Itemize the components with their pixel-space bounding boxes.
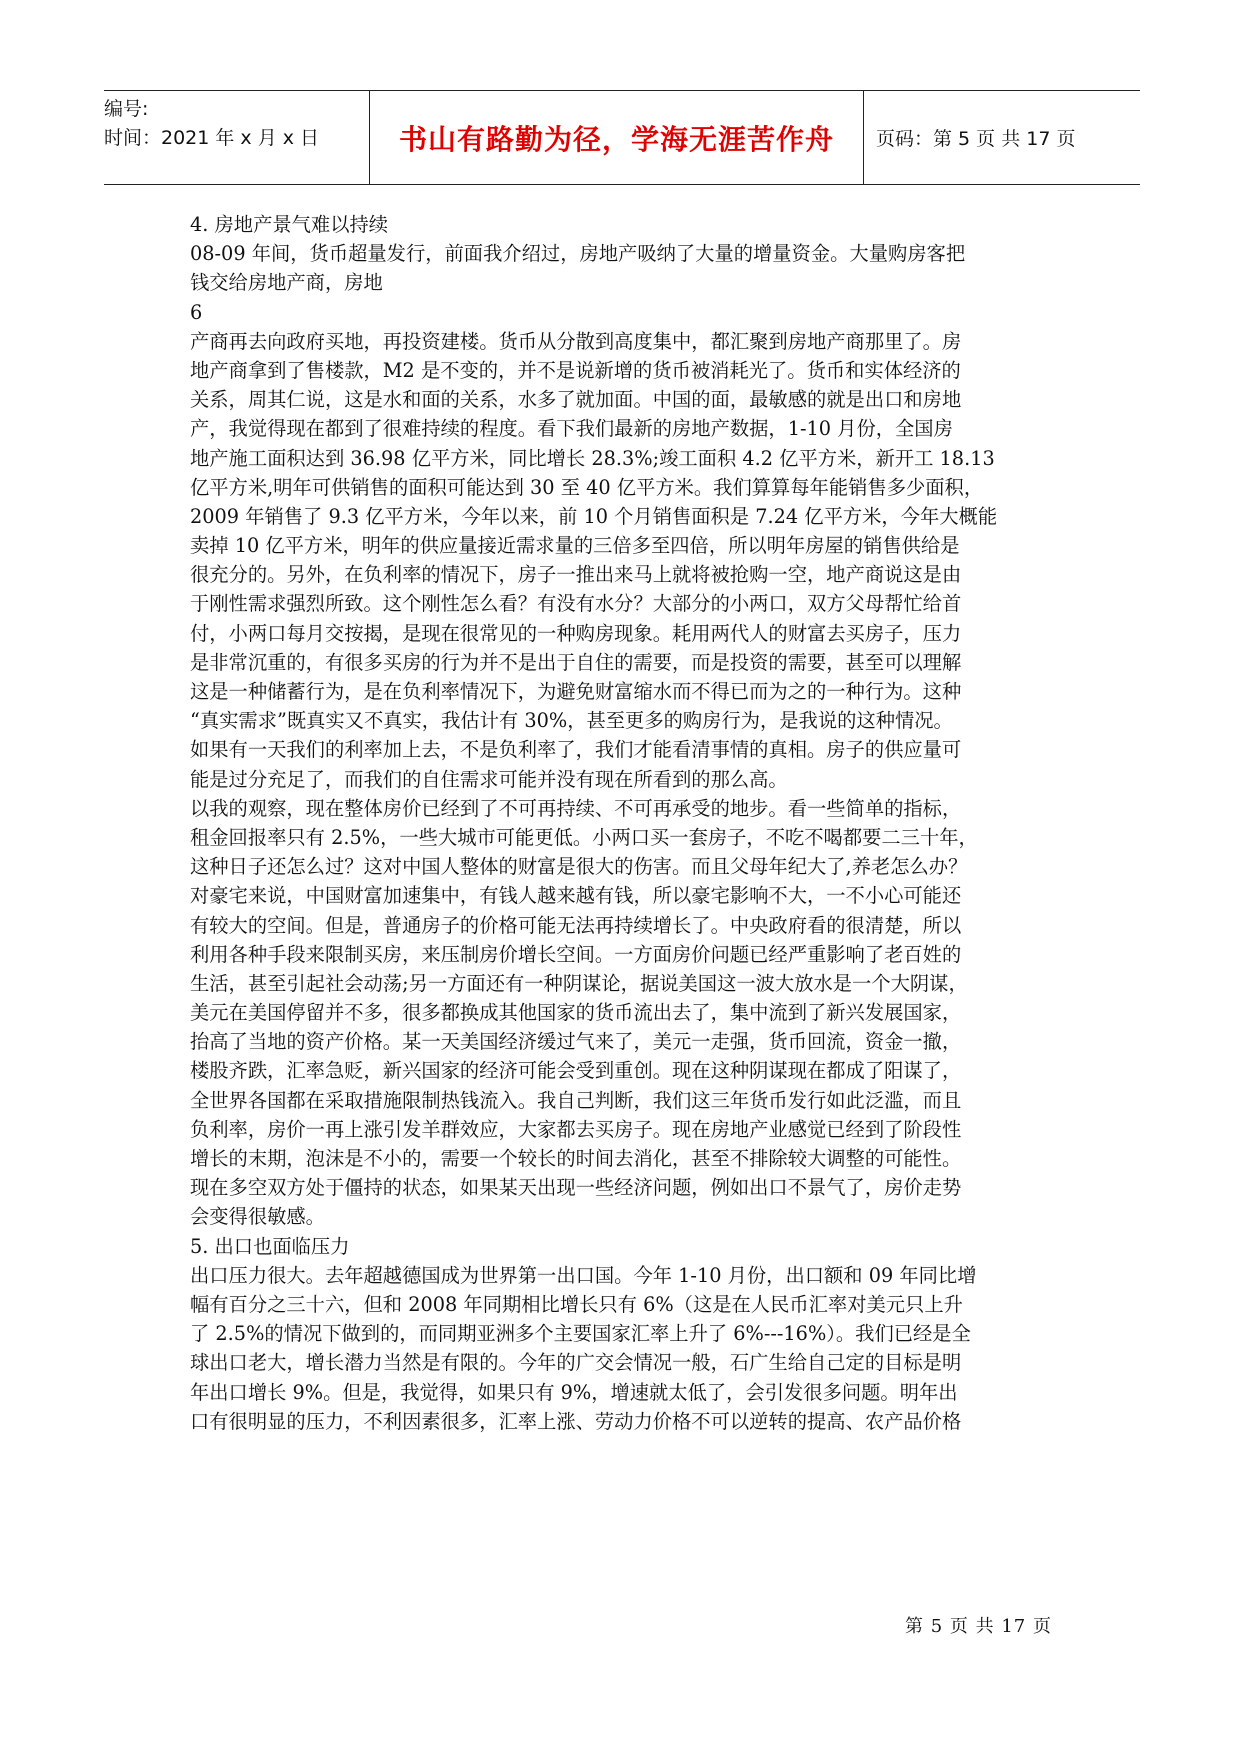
body-text-line: 于刚性需求强烈所致。这个刚性怎么看？有没有水分？大部分的小两口，双方父母帮忙给首: [190, 592, 962, 616]
body-text-line: 亿平方米,明年可供销售的面积可能达到 30 至 40 亿平方米。我们算算每年能销售多少面积，: [190, 475, 984, 499]
body-text-line: 增长的末期，泡沫是不小的，需要一个较长的时间去消化，甚至不排除较大调整的可能性。: [190, 1147, 962, 1170]
body-text-line: 出口压力很大。去年超越德国成为世界第一出口国。今年 1-10 月份，出口额和 09 年同比增: [190, 1263, 977, 1287]
body-text-line: 楼股齐跌，汇率急贬，新兴国家的经济可能会受到重创。现在这种阴谋现在都成了阳谋了，: [190, 1059, 962, 1083]
page-header: [104, 90, 1140, 185]
body-text-line: 2009 年销售了 9.3 亿平方米，今年以来，前 10 个月销售面积是 7.24 亿平方米，今年大概能: [190, 504, 998, 528]
header-center-cell: [370, 91, 864, 184]
body-text-line: 会变得很敏感。: [190, 1205, 325, 1229]
body-text-line: 以我的观察，现在整体房价已经到了不可再持续、不可再承受的地步。看一些简单的指标，: [190, 796, 962, 820]
body-text-line: “真实需求”既真实又不真实，我估计有 30%，甚至更多的购房行为，是我说的这种情况。: [190, 709, 953, 733]
body-text-line: 4. 房地产景气难以持续: [190, 213, 389, 236]
body-text-line: 利用各种手段来限制买房，来压制房价增长空间。一方面房价问题已经严重影响了老百姓的: [190, 942, 962, 966]
body-text-line: 负利率，房价一再上涨引发羊群效应，大家都去买房子。现在房地产业感觉已经到了阶段性: [190, 1117, 962, 1141]
body-text-line: 5. 出口也面临压力: [190, 1234, 350, 1258]
body-text-line: 地产施工面积达到 36.98 亿平方米，同比增长 28.3%;竣工面积 4.2 亿平方米，新开工 18.13: [190, 446, 995, 470]
body-text-line: 产，我觉得现在都到了很难持续的程度。看下我们最新的房地产数据，1-10 月份，全国房: [190, 417, 953, 441]
body-text-line: 08-09 年间，货币超量发行，前面我介绍过，房地产吸纳了大量的增量资金。大量购房客把: [190, 242, 966, 266]
body-text-line: 这是一种储蓄行为，是在负利率情况下，为避免财富缩水而不得已而为之的一种行为。这种: [190, 680, 962, 703]
body-text-line: 对豪宅来说，中国财富加速集中，有钱人越来越有钱，所以豪宅影响不大，一不小心可能还: [190, 884, 962, 908]
body-text-line: 付，小两口每月交按揭，是现在很常见的一种购房现象。耗用两代人的财富去买房子，压力: [190, 621, 962, 645]
header-page-code: 页码：第 5 页 共 17 页: [876, 128, 1076, 150]
body-text-line: 有较大的空间。但是，普通房子的价格可能无法再持续增长了。中央政府看的很清楚，所以: [190, 913, 962, 937]
document-time-label: 时间：2021 年 x 月 x 日: [104, 127, 320, 149]
body-text-line: 口有很明显的压力，不利因素很多，汇率上涨、劳动力价格不可以逆转的提高、农产品价格: [190, 1409, 962, 1433]
body-text-line: 很充分的。另外，在负利率的情况下，房子一推出来马上就将被抢购一空，地产商说这是由: [190, 563, 962, 587]
document-number-label: 编号:: [104, 98, 149, 120]
body-text-line: 如果有一天我们的利率加上去，不是负利率了，我们才能看清事情的真相。房子的供应量可: [190, 738, 962, 762]
body-text-line: 关系，周其仁说，这是水和面的关系，水多了就加面。中国的面，最敏感的就是出口和房地: [190, 388, 962, 412]
body-text-line: 全世界各国都在采取措施限制热钱流入。我自己判断，我们这三年货币发行如此泛滥，而且: [190, 1088, 962, 1112]
body-text-line: 现在多空双方处于僵持的状态，如果某天出现一些经济问题，例如出口不景气了，房价走势: [190, 1176, 962, 1200]
body-text-line: 产商再去向政府买地，再投资建楼。货币从分散到高度集中，都汇聚到房地产商那里了。房: [190, 329, 962, 353]
body-text-line: 钱交给房地产商，房地: [190, 271, 383, 295]
body-text-line: 租金回报率只有 2.5%，一些大城市可能更低。小两口买一套房子，不吃不喝都要二三十年，: [190, 825, 978, 849]
page-footer: 第 5 页 共 17 页: [905, 1616, 1052, 1637]
body-text-line: 球出口老大，增长潜力当然是有限的。今年的广交会情况一般，石广生给自己定的目标是明: [190, 1351, 962, 1375]
body-text-line: 美元在美国停留并不多，很多都换成其他国家的货币流出去了，集中流到了新兴发展国家，: [190, 1001, 962, 1025]
body-text-line: 年出口增长 9%。但是，我觉得，如果只有 9%，增速就太低了，会引发很多问题。明年出: [190, 1380, 958, 1404]
body-text-line: 能是过分充足了，而我们的自住需求可能并没有现在所看到的那么高。: [190, 767, 788, 791]
body-text-line: 生活，甚至引起社会动荡;另一方面还有一种阴谋论，据说美国这一波大放水是一个大阴谋，: [190, 971, 968, 995]
body-text-line: 幅有百分之三十六，但和 2008 年同期相比增长只有 6%（这是在人民币汇率对美元只上升: [190, 1292, 963, 1316]
body-text-line: 卖掉 10 亿平方米，明年的供应量接近需求量的三倍多至四倍，所以明年房屋的销售供给是: [190, 534, 960, 558]
body-text-line: 是非常沉重的，有很多买房的行为并不是出于自住的需要，而是投资的需要，甚至可以理解: [190, 650, 962, 674]
body-text-line: 抬高了当地的资产价格。某一天美国经济缓过气来了，美元一走强，货币回流，资金一撤，: [190, 1030, 962, 1054]
body-text-line: 了 2.5%的情况下做到的，而同期亚洲多个主要国家汇率上升了 6%---16%）。我们已经是全: [190, 1322, 971, 1346]
header-motto: 书山有路勤为径，学海无涯苦作舟: [398, 122, 834, 156]
body-text-line: 地产商拿到了售楼款，M2 是不变的，并不是说新增的货币被消耗光了。货币和实体经济的: [190, 358, 961, 382]
header-right-cell: [864, 91, 1140, 184]
body-text-line: 6: [190, 300, 203, 324]
body-text-line: 这种日子还怎么过？这对中国人整体的财富是很大的伤害。而且父母年纪大了,养老怎么办？: [190, 855, 968, 879]
document-body: [190, 210, 1062, 1436]
header-left-cell: [104, 91, 370, 184]
